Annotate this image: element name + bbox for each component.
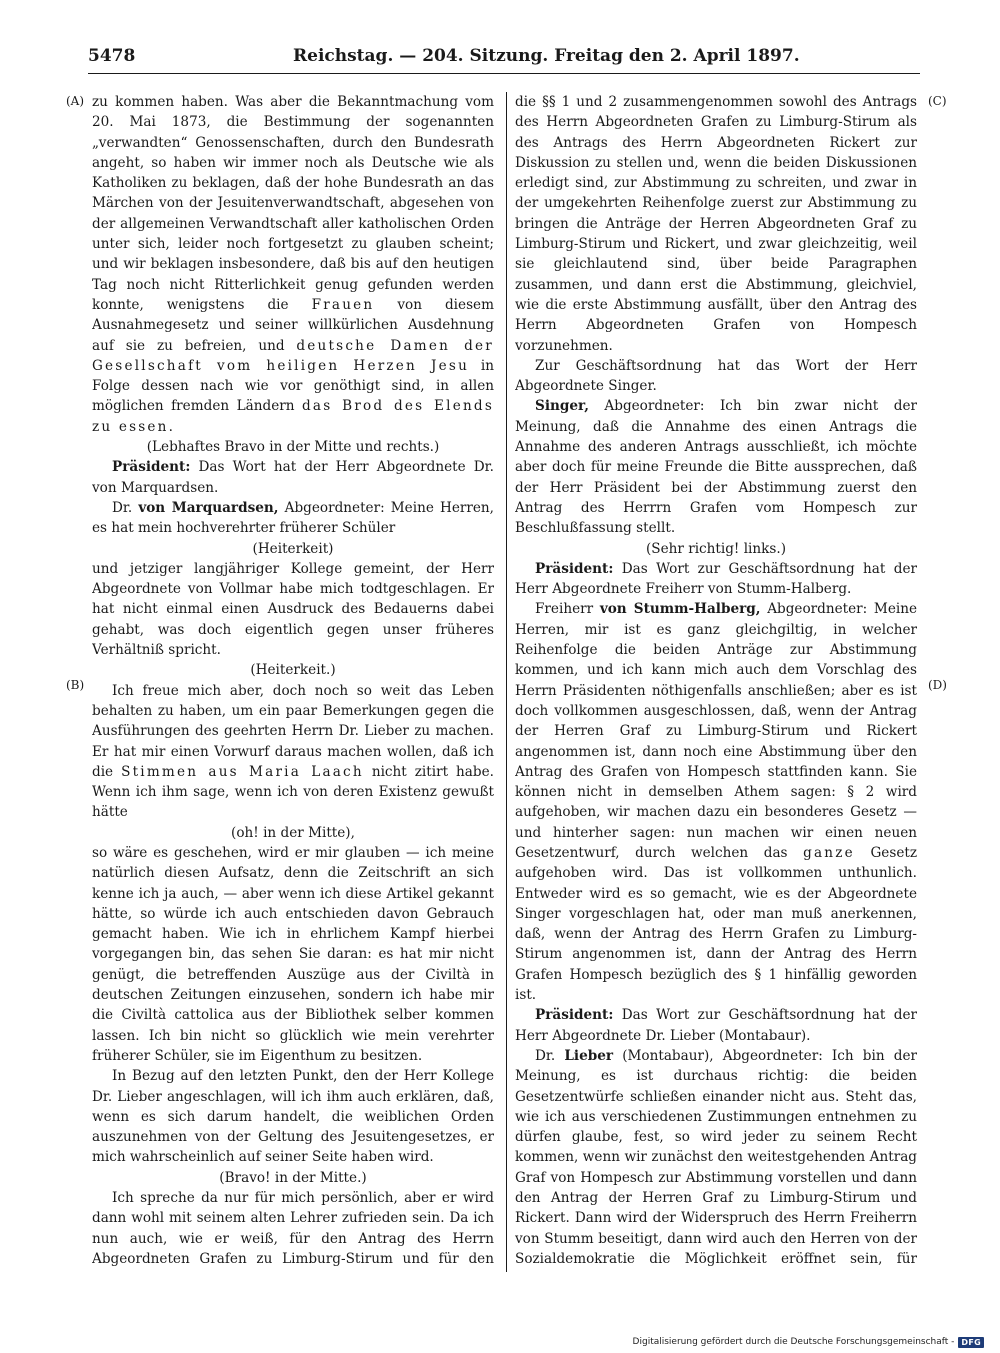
paragraph: so wäre es geschehen, wird er mir glauben — ich meine natürlich diesen Aufsatz, denn die Zeitschrift an sich kenne ich ja auch, — aber wenn ich diese Artikel gekannt hätte, so würde ich auch entschieden davon Gebrauch gemacht haben. Wie ich in ehrlichem Kampf hierbei vorgegangen bin, das sehen Sie daran: es hat mir nicht genügt, die betreffenden Auszüge aus der Civiltà in deutschen Zeitungen einzusehen, sondern ich habe mir die Civiltà cattolica aus der Bibliothek selber kommen lassen. Ich bin nicht so glücklich wie mein verehrter früherer Schüler, sie im Eigenthum zu besitzen.: [92, 844, 494, 1064]
speaker-name: Lieber: [564, 1047, 614, 1064]
interjection: (Sehr richtig! links.): [645, 540, 787, 557]
page-header: [88, 44, 920, 74]
spaced-emphasis: das Brod des Elends zu essen.: [92, 398, 494, 435]
spaced-emphasis: ganze: [803, 844, 855, 861]
column-divider: [506, 92, 507, 1272]
paragraph: Präsident: Das Wort zur Geschäftsordnung hat der Herr Abgeordnete Dr. Lieber (Montabaur).: [515, 1007, 917, 1044]
footer-text: Digitalisierung gefördert durch die Deutsche Forschungsgemeinschaft -: [632, 1337, 955, 1347]
margin-marker-c: (C): [928, 94, 947, 108]
paragraph: zu kommen haben. Was aber die Bekanntmachung vom 20. Mai 1873, die Bestimmung der sogenannten „verwandten“ Genossenschaften, durch den Bundesrath angeht, so haben wir immer noch als Deutsche wie als Katholiken zu beklagen, daß der hohe Bundesrath an das Märchen von der Jesuitenverwandtschaft, abgesehen von der allgemeinen Verwandtschaft aller katholischen Orden unter sich, leider noch fortgesetzt zu glauben scheint; und wir beklagen insbesondere, daß bis auf den heutigen Tag noch nicht Ritterlichkeit genug gefunden werden konnte, wenigstens die Frauen von diesem Ausnahmegesetz und seiner willkürlichen Ausdehnung auf sie zu befreien, und deutsche Damen der Gesellschaft vom heiligen Herzen Jesu in Folge dessen nach wie vor genöthigt sind, in allen möglichen fremden Ländern das Brod des Elends zu essen.: [92, 94, 494, 435]
paragraph: Ich freue mich aber, doch noch so weit das Leben behalten zu haben, um ein paar Bemerkungen gegen die Ausführungen des geehrten Herrn Dr. Lieber zu machen. Er hat mir einen Vorwurf daraus machen wollen, daß ich die Stimmen aus Maria Laach nicht zitirt habe. Wenn ich ihm sage, wenn ich von deren Existenz gewußt hätte: [92, 682, 494, 821]
paragraph: und jetziger langjähriger Kollege gemeint, der Herr Abgeordnete von Vollmar habe mich todtgeschlagen. Er hat nicht einmal einen Ausdruck des Bedauerns dabei gehabt, was doch eigentlich gegen unser früheres Verhältniß spricht.: [92, 560, 494, 659]
spaced-emphasis: Frauen: [311, 296, 375, 313]
interjection: (Heiterkeit.): [250, 662, 336, 679]
left-column: [92, 92, 494, 1272]
paragraph: Freiherr von Stumm-Halberg, Abgeordneter: Meine Herren, mir ist es ganz gleichgiltig, in welcher Reihenfolge die beiden Anträge zur Abstimmung kommen, und ich kann mich auch dem Vorschlag des Herrn Präsidenten nöthigenfalls anschließen; aber es ist doch vollkommen ausgeschlossen, daß, wenn der Antrag der Herren Graf zu Limburg-Stirum und Rickert angenommen ist, dann noch eine Abstimmung über den Antrag des Grafen von Hompesch stattfinden kann. Sie können nicht in demselben Athem sagen: § 2 wird aufgehoben, wir machen dazu ein besonderes Gesetz — und hinterher sagen: nun machen wir einen neuen Gesetzentwurf, durch welchen das ganze Gesetz aufgehoben wird. Das ist vollkommen unthunlich. Entweder wird es so gemacht, wie es der Abgeordnete Singer vorgeschlagen hat, oder man muß anerkennen, daß, wenn der Antrag des Herrn Grafen zu Limburg-Stirum angenommen ist, dann der Antrag des Herrn Grafen Hompesch bezüglich des § 1 hinfällig geworden ist.: [515, 601, 917, 1004]
interjection: (Heiterkeit): [252, 540, 334, 557]
page-number: 5478: [88, 46, 136, 66]
speaker-name: von Stumm-Halberg,: [599, 601, 761, 618]
paragraph: Präsident: Das Wort hat der Herr Abgeordnete Dr. von Marquardsen.: [92, 459, 494, 496]
interjection: (oh! in der Mitte),: [231, 824, 355, 841]
spaced-emphasis: deutsche Damen der Gesellschaft vom heiligen Herzen Jesu: [92, 337, 494, 374]
margin-marker-b: (B): [66, 678, 85, 692]
header-rule: [88, 73, 920, 74]
paragraph: Ich spreche da nur für mich persönlich, aber er wird dann wohl mit seinem alten Lehrer zufrieden sein. Da ich nun auch, wie er weiß, für den Antrag des Herrn Abgeordneten Grafen zu Limburg-Stirum und für den: [92, 1190, 494, 1267]
speaker-name: Singer,: [535, 398, 589, 415]
dfg-logo: DFG: [958, 1337, 984, 1348]
spaced-emphasis: Stimmen aus Maria Laach: [121, 763, 364, 780]
running-title: Reichstag. — 204. Sitzung. Freitag den 2. April 1897.: [293, 46, 800, 66]
paragraph: Präsident: Das Wort zur Geschäftsordnung hat der Herr Abgeordnete Freiherr von Stumm-Halberg.: [515, 560, 917, 598]
speaker-name: von Marquardsen,: [138, 499, 279, 516]
right-column: [515, 92, 917, 1272]
paragraph: Zur Geschäftsordnung hat das Wort der Herr Abgeordnete Singer.: [515, 357, 917, 395]
speaker-label: Präsident:: [535, 560, 614, 577]
margin-marker-d: (D): [928, 678, 947, 692]
margin-marker-a: (A): [66, 94, 85, 108]
interjection: (Lebhaftes Bravo in der Mitte und rechts.): [146, 439, 440, 456]
paragraph: Singer, Abgeordneter: Ich bin zwar nicht der Meinung, daß die Annahme des einen Antrags die Annahme des anderen Antrags ausschließt, ich möchte aber doch für meine Freunde die Bitte aussprechen, daß der Herr Präsident bei der Abstimmung zuerst den Antrag des Herrrn Grafen vom Hompesch zur Beschlußfassung stellt.: [515, 398, 917, 537]
paragraph: Dr. Lieber (Montabaur), Abgeordneter: Ich bin der Meinung, es ist durchaus richtig: die beiden Gesetzentwürfe schließen einander nicht aus. Steht das, wie ich aus verschiedenen Zustimmungen entnehmen zu dürfen glaube, fest, so wird jeder zu seinem Recht kommen, wenn wir zunächst den weitestgehenden Antrag Graf von Hompesch zur Abstimmung vorstellen und dann den Antrag der Herren Graf zu Limburg-Stirum und Rickert. Dann wird der Widerspruch des Herrn Freiherrn von Stumm beseitigt, dann wird auch den Herren von der Sozialdemokratie die Möglichkeit eröffnet sein, für: [515, 1047, 917, 1267]
speaker-label: Präsident:: [535, 1007, 614, 1024]
paragraph: Dr. von Marquardsen, Abgeordneter: Meine Herren, es hat mein hochverehrter früherer Schüler: [92, 499, 494, 537]
digitization-footer: [633, 1335, 984, 1349]
paragraph: die §§ 1 und 2 zusammengenommen sowohl des Antrags des Herrn Abgeordneten Grafen zu Limburg-Stirum als des Antrags des Herrn Abgeordneten Rickert zur Diskussion zu stellen und, wenn die beiden Diskussionen erledigt sind, zur Abstimmung zu schreiten, und zwar in der umgekehrten Reihenfolge zuerst zur Abstimmung zu bringen die Anträge der Herren Abgeordneten Graf zu Limburg-Stirum und Rickert, und zwar gleichzeitig, weil sie gleichlautend sind, über beide Paragraphen zusammen, und dann erst die Abstimmung, gleichviel, wie die erste Abstimmung ausfällt, über den Antrag des Herrn Abgeordneten Grafen von Hompesch vorzunehmen.: [515, 94, 917, 354]
interjection: (Bravo! in der Mitte.): [219, 1169, 367, 1186]
paragraph: In Bezug auf den letzten Punkt, den der Herr Kollege Dr. Lieber angeschlagen, will ich ihm auch erklären, daß, wenn es sich darum handelt, die weiblichen Orden auszunehmen von der Geltung des Jesuitengesetzes, er mich wahrscheinlich auf seiner Seite haben wird.: [92, 1068, 494, 1166]
speaker-label: Präsident:: [112, 459, 191, 476]
